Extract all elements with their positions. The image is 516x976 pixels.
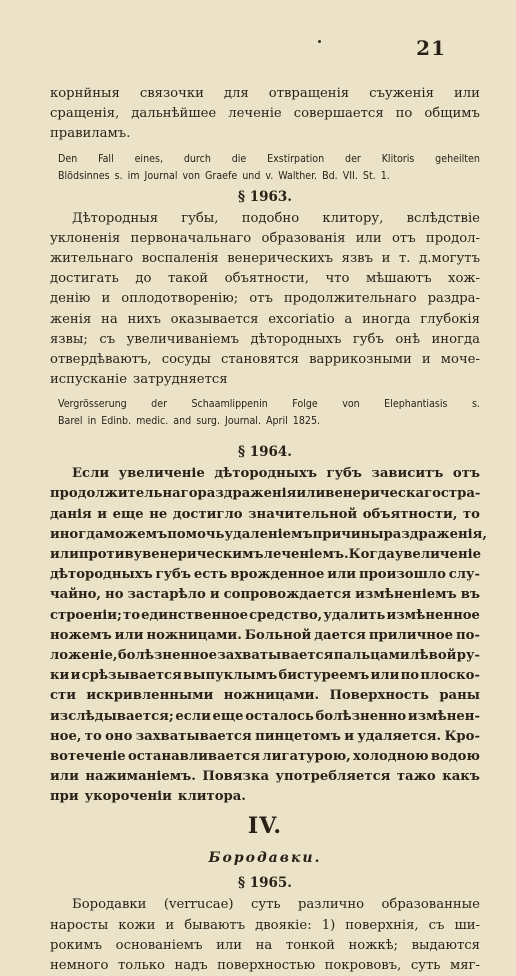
word: мѣшаютъ [365,271,432,287]
word: совершается [293,106,384,122]
word: объятности, [224,271,309,287]
word: surg. [196,415,221,428]
word: произошло [358,567,446,583]
word: изслѣдывается; [50,708,174,724]
word: клитора. [177,789,246,805]
word: оплодотворенію; [121,291,239,307]
word: врожденное [230,567,325,583]
word: раны [439,688,480,704]
word: увеличеніе [394,547,481,562]
word: бываютъ [184,917,246,933]
word: Когда [348,547,395,562]
word: Edinb. [101,415,132,428]
word: Schaamlippenin [191,398,268,411]
text-line [50,895,480,915]
word: воспаленія [141,250,219,266]
word: раздра- [427,291,480,307]
word: удаленіемъ [224,526,313,542]
word: денію [50,291,91,307]
word: лѣвой [410,647,457,663]
text-line [50,310,480,330]
word: раздраженія [197,486,297,502]
word: s. [471,398,480,411]
word: отвращенія [268,86,350,101]
word: для [223,86,249,101]
word: v. [265,169,274,182]
paragraph-1964 [50,464,488,807]
citation-2 [50,396,480,430]
word: есть [193,567,228,583]
text-line [50,484,480,504]
word: St. [362,169,376,182]
word: объятности, [362,506,458,522]
word: образованные [381,897,480,913]
word: и [101,291,111,307]
citation-1 [50,151,480,185]
word: не [149,506,168,522]
word: то [462,506,480,522]
word: наросты [50,917,109,933]
word: Бородавки [72,897,147,913]
word: Exstirpation [267,152,325,165]
word: сращенія, [50,106,120,122]
word: der [345,152,361,165]
word: иногда [362,311,411,327]
text-line [50,916,480,936]
word: der [151,398,168,411]
word: сосуды [161,351,211,367]
word: ножницами. [223,688,320,704]
word: Fall [98,152,114,165]
word: дается [314,627,366,643]
chapter-title: Бородавки. [208,850,322,867]
page-content [50,84,488,976]
word: geheilten [435,152,480,165]
text-line [50,350,480,370]
word: губъ [155,567,191,583]
word: холодною [353,748,429,764]
word: die [231,152,247,165]
word: связочки [139,86,204,101]
word: корнйныя [50,86,120,101]
text-line [50,666,480,686]
word: von [182,169,201,182]
text-line [50,936,480,956]
section-heading-1964: § 1964. [237,444,293,461]
word: еще [212,708,244,724]
word: пинцетомъ [255,728,341,744]
word: или [114,627,144,643]
page-number: 21 [416,36,446,60]
word: съуженія [369,86,434,101]
word: или [296,486,326,502]
text-line [50,229,480,249]
word: то [84,728,102,744]
word: покрововъ, [324,958,402,973]
paragraph-1963 [50,209,480,391]
word: срѣзывается [81,668,182,684]
word: Journal. [225,415,261,428]
word: зависитъ [371,466,444,482]
text-line [50,168,480,185]
word: д.могутъ [419,250,480,266]
word: 1. [380,169,390,182]
word: губы, [181,210,219,226]
text-line [50,505,480,525]
text-line [50,787,480,807]
word: до [135,271,152,287]
word: или [355,230,382,246]
word: приличное [368,627,454,643]
text-line [50,269,480,289]
word: какъ [442,769,480,785]
word: захватывается [135,728,252,744]
text-line [50,289,480,309]
word: въ [460,587,480,603]
word: VII. [342,169,358,182]
word: тажо [396,769,436,785]
word: на [101,311,118,327]
word: Graefe [205,169,238,182]
word: губъ [352,331,384,347]
word: употребляется [275,769,391,785]
word: Elephantiasis [384,398,448,411]
word: осталось [245,708,314,724]
word: дѣтородныхъ [214,466,317,482]
word: значительной [248,506,358,522]
word: Walther. [278,169,318,182]
text-line [50,545,480,565]
word: отъ [391,230,416,246]
word: если [175,708,211,724]
word: останавливается [127,748,260,764]
word: April [265,415,288,428]
word: язвы; [50,331,88,347]
word: дѣтородныхъ [50,567,153,583]
word: поверхнія, [345,917,419,933]
word: слу- [448,567,480,583]
word: лигатурою, [262,748,351,764]
word: Klitoris [381,152,415,165]
word: и [70,668,81,684]
word: продолжительнаго [50,486,198,502]
word: иногда [50,526,104,542]
word: Blödsinnes [58,169,110,182]
word: искривленными [86,688,214,704]
word: Больной [244,627,312,643]
section-heading-1963: § 1963. [237,188,293,205]
word: 1) [321,917,336,933]
word: но [105,587,124,603]
word: и [421,351,431,367]
word: такой [167,271,209,287]
word: and [173,415,192,428]
word: иногда [431,331,480,347]
text-line [50,249,480,269]
word: нихъ [127,311,161,327]
word: единственное [141,607,248,623]
word: выдаются [411,937,480,953]
paragraph-1965 [50,895,480,976]
word: и [344,728,354,744]
text-line [50,413,480,430]
word: ножкѣ; [348,937,398,953]
word: водою [430,748,480,764]
word: двоякіе: [255,917,312,933]
word: поверхностью [217,958,316,973]
word: или [453,86,480,101]
word: на [255,937,273,953]
word: достигло [172,506,243,522]
word: мяг- [449,958,480,973]
word: Vergrösserung [58,398,127,411]
word: medic. [136,415,169,428]
word: выпуклымъ [183,668,278,684]
word: достигать [50,271,119,287]
word: продол- [425,230,480,246]
word: увеличеніе [118,466,205,482]
word: durch [183,152,211,165]
word: или [50,547,79,562]
word: Barel [58,415,83,428]
word: правиламъ. [50,126,131,142]
text-line [50,124,480,144]
word: Дѣтородныя [72,210,159,226]
word: немного [50,958,109,973]
text-line [50,646,480,666]
word: клитору, [322,210,384,226]
word: общимъ [424,106,480,122]
word: in [87,415,97,428]
word: бистуреемъ [278,668,370,684]
word: ки [50,668,70,684]
word: Folge [292,398,318,411]
word: затрудняется [133,372,228,388]
word: und [242,169,261,182]
word: отъ [452,466,480,482]
word: губъ [326,466,362,482]
word: или [216,937,243,953]
word: Поверхность [329,688,429,704]
word: и [165,917,175,933]
word: отъ [249,291,273,307]
text-line [50,626,480,646]
chapter-number: IV. [247,813,283,840]
text-line [50,565,480,585]
word: или [50,769,79,785]
word: помочь [167,526,225,542]
text-line [50,370,480,390]
word: строеніи; [50,607,122,623]
word: венерическихъ [227,250,334,266]
text-line [50,104,480,124]
word: надъ [174,958,208,973]
word: оно [105,728,133,744]
word: образованія [261,230,346,246]
word: Den [58,152,78,165]
word: причины [312,526,384,542]
word: чайно, [50,587,102,603]
word: болѣзненно [315,708,407,724]
word: что [325,271,350,287]
word: онѣ [395,331,421,347]
word: съ [428,917,445,933]
word: укороченіи [84,789,172,805]
word: удалить [323,607,386,623]
text-line [50,396,480,413]
word: леченіе [228,106,282,122]
word: сти [50,688,76,704]
word: кожи [118,917,156,933]
word: венерическаго [325,486,441,502]
word: измѣнен- [407,708,480,724]
word: то [123,607,140,623]
word: подобно [241,210,300,226]
word: измѣненіемъ [355,587,457,603]
section-heading-1965: § 1965. [237,875,293,892]
text-line [50,727,480,747]
word: первоначальнаго [130,230,252,246]
word: нажиманіемъ. [85,769,196,785]
word: eines, [134,152,163,165]
word: Повязка [202,769,270,785]
word: при [50,789,79,805]
word: основаніемъ [115,937,203,953]
word: варрикозными [309,351,412,367]
word: моче- [440,351,480,367]
word: застарѣло [127,587,206,603]
word: противу [78,547,143,562]
word: Если [72,466,110,482]
word: испусканіе [50,372,128,388]
word: по [395,106,413,122]
word: отвердѣваютъ, [50,351,152,367]
word: ное, [50,728,82,744]
word: дѣтородныхъ [250,331,342,347]
word: и [381,250,391,266]
word: различно [297,897,365,913]
word: ру- [456,647,480,663]
word: уклоненія [50,230,121,246]
text-line [50,956,480,976]
word: т. [399,250,411,266]
word: суть [410,958,441,973]
text-line [50,209,480,229]
word: съ [99,331,116,347]
word: и [209,587,220,603]
word: раздраженія, [383,526,488,542]
word: еще [112,506,144,522]
word: или [370,668,400,684]
word: данія [50,506,92,522]
word: по- [456,627,480,643]
word: суть [250,897,281,913]
word: захватывается [217,647,334,663]
text-line [50,151,480,168]
text-line [50,525,488,545]
word: im [127,169,140,182]
word: von [342,398,360,411]
word: измѣненное [386,607,480,623]
intro-paragraph [50,84,480,145]
word: можемъ [103,526,168,542]
word: плоско- [420,668,480,684]
text-line [50,84,480,104]
word: тонкой [285,937,335,953]
word: увеличиваніемъ [126,331,240,347]
word: средство, [249,607,323,623]
word: ши- [454,917,480,933]
text-line [50,767,480,787]
text-line [50,707,480,727]
word: рокимъ [50,937,103,953]
word: язвъ [341,250,373,266]
text-line [50,464,480,484]
text-line [50,686,480,706]
text-line [50,747,480,767]
text-line [50,330,480,350]
word: Journal [144,169,178,182]
word: по [400,668,420,684]
word: Кро- [444,728,480,744]
word: только [117,958,165,973]
word: глубокія [420,311,480,327]
word: продолжительнаго [283,291,417,307]
word: или [327,567,357,583]
text-line [50,606,480,626]
word: стра- [440,486,481,502]
word: удаляется. [357,728,442,744]
word: а [344,311,353,327]
word: венерическимъ [142,547,264,562]
word: Bd. [322,169,338,182]
word: пальцами [333,647,410,663]
word: дальнѣйшее [131,106,217,122]
word: 1825. [292,415,321,428]
word: и [97,506,108,522]
text-line [50,585,480,605]
ink-speck [318,40,321,43]
word: s. [114,169,123,182]
word: сопровождается [223,587,352,603]
word: ложеніе, [50,647,118,663]
word: женія [50,311,92,327]
word: становятся [220,351,299,367]
word: ножемъ [50,627,112,643]
word: хож- [448,271,480,287]
word: леченіемъ. [263,547,349,562]
word: excoriatio [268,311,335,327]
word: ножницами. [146,627,242,643]
word: вслѣдствіе [406,210,480,226]
word: болѣзненное [117,647,217,663]
word: оказывается [170,311,259,327]
word: (verrucae) [163,897,234,913]
word: вотеченіе [50,748,126,764]
word: жительнаго [50,250,134,266]
